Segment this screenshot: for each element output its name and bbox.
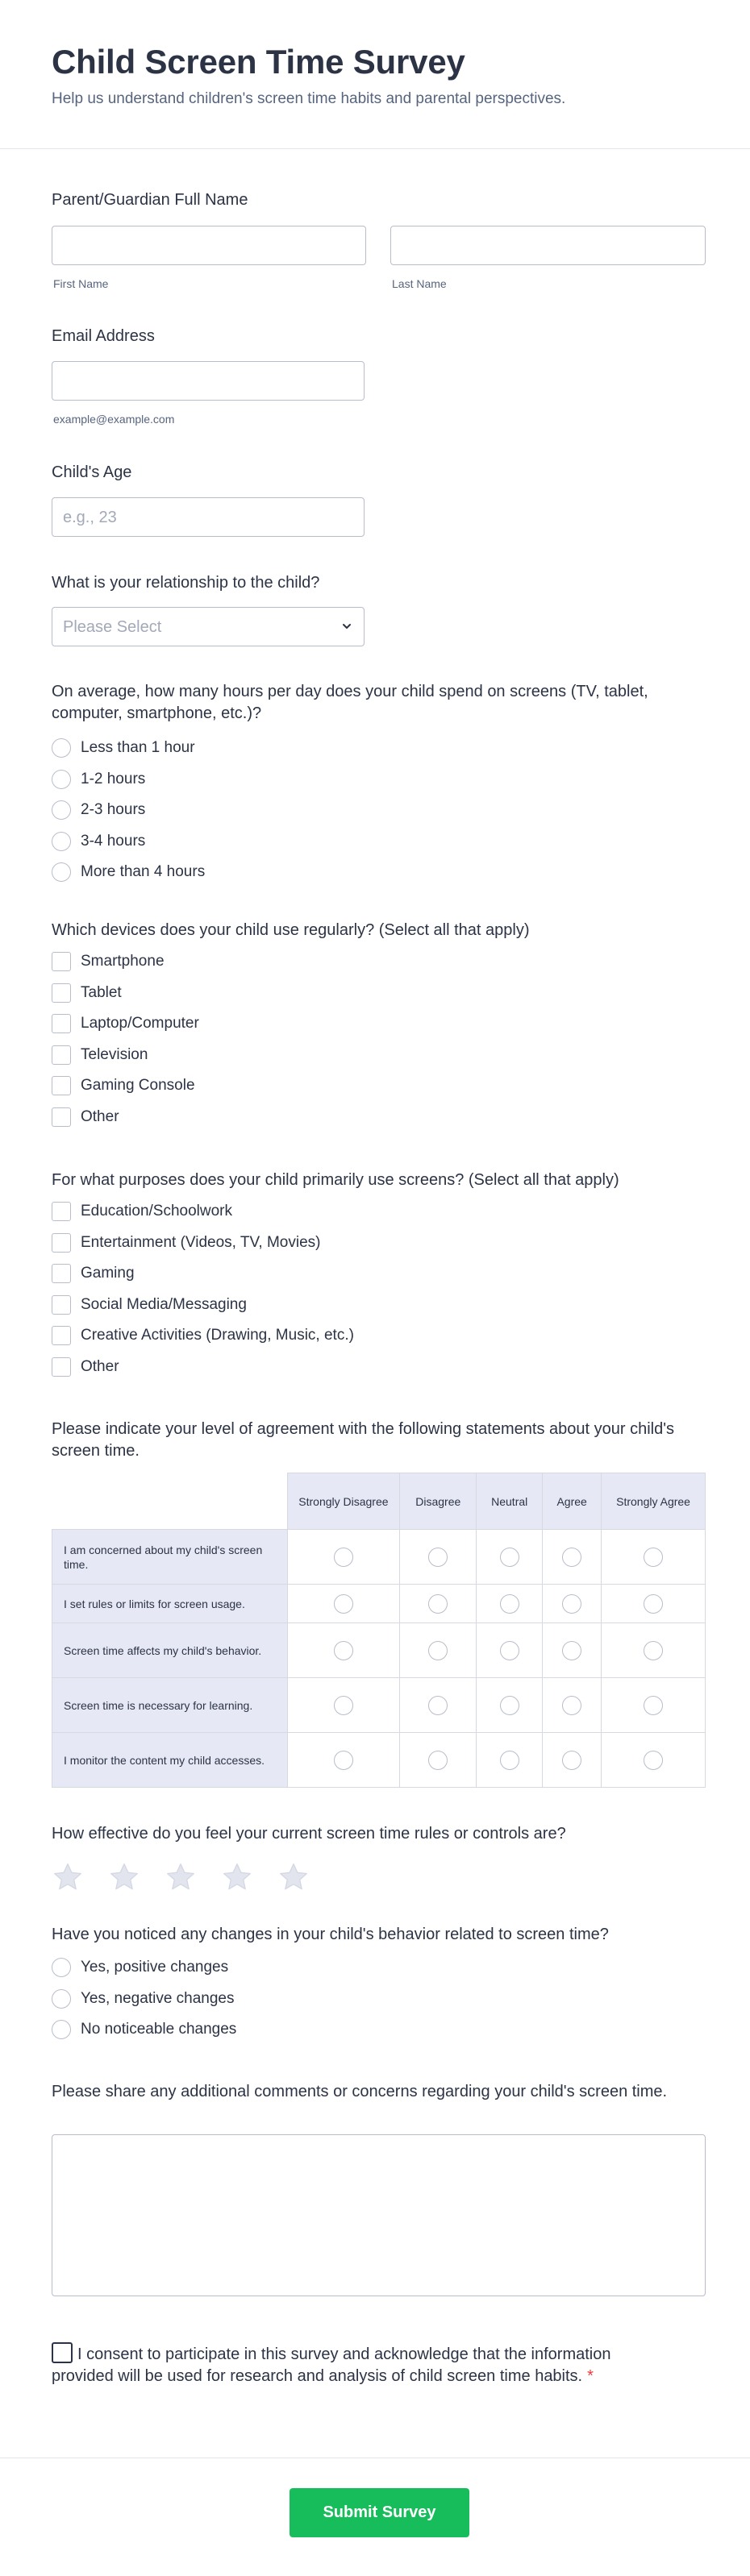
behavior-options — [52, 1952, 705, 2046]
required-marker: * — [587, 2367, 594, 2385]
checkbox[interactable] — [52, 1076, 71, 1095]
consent-checkbox[interactable] — [52, 2342, 73, 2363]
matrix-radio[interactable] — [334, 1641, 353, 1660]
form-header — [0, 0, 750, 149]
matrix-column-header: Disagree — [400, 1473, 477, 1530]
radio-option-label: Yes, positive changes — [81, 1959, 229, 1976]
screen-hours-field — [52, 681, 697, 888]
checkbox[interactable] — [52, 983, 71, 1003]
radio-option-label: 1-2 hours — [81, 770, 146, 787]
radio-option[interactable] — [52, 1984, 705, 2015]
checkbox-option[interactable] — [52, 978, 705, 1009]
matrix-radio[interactable] — [334, 1751, 353, 1770]
star-icon[interactable] — [277, 1861, 310, 1893]
radio-option-label: More than 4 hours — [81, 863, 206, 881]
matrix-radio[interactable] — [500, 1751, 519, 1770]
matrix-cell[interactable] — [477, 1678, 543, 1733]
checkbox-option[interactable] — [52, 1290, 705, 1321]
page-title: Child Screen Time Survey — [52, 43, 465, 81]
checkbox-option[interactable] — [52, 1352, 705, 1383]
star-icon[interactable] — [52, 1861, 84, 1893]
radio-option-label: Yes, negative changes — [81, 1989, 235, 2007]
matrix-radio[interactable] — [644, 1594, 663, 1614]
matrix-cell[interactable] — [543, 1733, 602, 1788]
first-name-input[interactable] — [52, 226, 366, 265]
rating-field — [52, 1823, 705, 1893]
checkbox[interactable] — [52, 1202, 71, 1221]
matrix-radio[interactable] — [562, 1594, 581, 1614]
matrix-radio[interactable] — [500, 1594, 519, 1614]
purposes-label: For what purposes does your child primarily use screens? (Select all that apply) — [52, 1171, 619, 1189]
chevron-down-icon — [341, 621, 352, 632]
checkbox[interactable] — [52, 1233, 71, 1253]
relationship-label: What is your relationship to the child? — [52, 574, 320, 592]
matrix-radio[interactable] — [334, 1548, 353, 1567]
matrix-cell[interactable] — [543, 1530, 602, 1585]
star-icon[interactable] — [221, 1861, 253, 1893]
checkbox[interactable] — [52, 1326, 71, 1345]
checkbox-option-label: Education/Schoolwork — [81, 1203, 232, 1220]
email-input[interactable] — [52, 361, 365, 401]
matrix-row — [52, 1530, 706, 1585]
matrix-row — [52, 1585, 706, 1623]
matrix-cell[interactable] — [400, 1678, 477, 1733]
email-field — [52, 326, 705, 347]
radio-option[interactable] — [52, 2014, 705, 2046]
radio-option-label: 2-3 hours — [81, 801, 146, 819]
screen-hours-options — [52, 733, 697, 888]
checkbox-option[interactable] — [52, 1102, 705, 1133]
submit-button[interactable]: Submit Survey — [290, 2488, 469, 2537]
radio-option[interactable] — [52, 795, 697, 826]
checkbox-option[interactable] — [52, 1258, 705, 1290]
purposes-options — [52, 1196, 705, 1382]
matrix-radio[interactable] — [562, 1548, 581, 1567]
checkbox-option-label: Entertainment (Videos, TV, Movies) — [81, 1233, 321, 1251]
checkbox-option[interactable] — [52, 1070, 705, 1102]
matrix-cell[interactable] — [543, 1678, 602, 1733]
radio-button[interactable] — [52, 770, 71, 789]
checkbox-option-label: Tablet — [81, 983, 122, 1001]
checkbox[interactable] — [52, 1107, 71, 1127]
matrix-radio[interactable] — [334, 1696, 353, 1715]
checkbox-option[interactable] — [52, 946, 705, 978]
page-subtitle: Help us understand children's screen time habits and parental perspectives. — [52, 90, 566, 107]
checkbox-option-label: Social Media/Messaging — [81, 1295, 247, 1313]
comments-label: Please share any additional comments or concerns regarding your child's screen time. — [52, 2083, 668, 2100]
agreement-matrix — [52, 1473, 706, 1788]
matrix-row-label: I am concerned about my child's screen time. — [52, 1530, 288, 1585]
matrix-radio[interactable] — [334, 1594, 353, 1614]
matrix-row — [52, 1678, 706, 1733]
radio-button[interactable] — [52, 1989, 71, 2009]
relationship-field — [52, 572, 705, 594]
radio-option[interactable] — [52, 1952, 705, 1984]
checkbox-option[interactable] — [52, 1228, 705, 1259]
radio-button[interactable] — [52, 862, 71, 882]
matrix-radio[interactable] — [500, 1548, 519, 1567]
matrix-radio[interactable] — [428, 1594, 448, 1614]
devices-label: Which devices does your child use regularly? (Select all that apply) — [52, 921, 530, 939]
relationship-select[interactable] — [52, 607, 365, 646]
child-age-placeholder: e.g., 23 — [63, 509, 117, 526]
radio-option-label: Less than 1 hour — [81, 739, 195, 757]
full-name-field — [52, 189, 705, 211]
checkbox-option-label: Television — [81, 1045, 148, 1063]
radio-option-label: No noticeable changes — [81, 2021, 237, 2038]
matrix-cell[interactable] — [602, 1733, 706, 1788]
checkbox-option[interactable] — [52, 1040, 705, 1071]
matrix-radio[interactable] — [428, 1751, 448, 1770]
radio-button[interactable] — [52, 1958, 71, 1977]
matrix-column-header: Strongly Disagree — [287, 1473, 400, 1530]
radio-option[interactable] — [52, 826, 697, 858]
checkbox[interactable] — [52, 1014, 71, 1033]
agreement-matrix-field — [52, 1419, 681, 1462]
matrix-cell[interactable] — [477, 1585, 543, 1623]
matrix-radio[interactable] — [428, 1641, 448, 1660]
relationship-placeholder: Please Select — [63, 618, 162, 636]
last-name-sublabel: Last Name — [392, 277, 447, 290]
checkbox[interactable] — [52, 1357, 71, 1377]
matrix-radio[interactable] — [644, 1751, 663, 1770]
matrix-cell[interactable] — [400, 1733, 477, 1788]
matrix-row-label: I monitor the content my child accesses. — [52, 1733, 288, 1788]
matrix-cell[interactable] — [400, 1530, 477, 1585]
comments-field — [52, 2081, 681, 2103]
matrix-radio[interactable] — [644, 1548, 663, 1567]
checkbox-option-label: Gaming Console — [81, 1077, 195, 1095]
radio-option-label: 3-4 hours — [81, 832, 146, 850]
matrix-cell[interactable] — [602, 1678, 706, 1733]
checkbox[interactable] — [52, 1295, 71, 1315]
first-name-sublabel: First Name — [53, 277, 109, 290]
devices-options — [52, 946, 705, 1132]
matrix-radio[interactable] — [562, 1751, 581, 1770]
checkbox-option[interactable] — [52, 1008, 705, 1040]
screen-hours-label: On average, how many hours per day does your child spend on screens (TV, tablet, computer, smartphone, etc.)? — [52, 683, 648, 722]
child-age-label: Child's Age — [52, 463, 132, 481]
checkbox-option-label: Gaming — [81, 1265, 135, 1282]
matrix-corner — [52, 1473, 288, 1530]
star-icon[interactable] — [165, 1861, 197, 1893]
form-footer — [0, 2458, 750, 2576]
checkbox-option-label: Laptop/Computer — [81, 1015, 199, 1032]
behavior-field — [52, 1924, 705, 2046]
comments-textarea[interactable] — [52, 2134, 706, 2296]
star-rating — [52, 1861, 705, 1893]
matrix-cell[interactable] — [400, 1585, 477, 1623]
agreement-matrix-label: Please indicate your level of agreement with the following statements about your child's screen time. — [52, 1420, 675, 1460]
matrix-row — [52, 1733, 706, 1788]
radio-button[interactable] — [52, 800, 71, 820]
email-sublabel: example@example.com — [53, 413, 175, 426]
matrix-cell[interactable] — [287, 1530, 400, 1585]
child-age-field — [52, 462, 705, 484]
radio-option[interactable] — [52, 733, 697, 764]
checkbox-option[interactable] — [52, 1196, 705, 1228]
purposes-field — [52, 1170, 705, 1382]
checkbox[interactable] — [52, 952, 71, 971]
star-icon[interactable] — [108, 1861, 140, 1893]
matrix-cell[interactable] — [477, 1733, 543, 1788]
checkbox-option-label: Other — [81, 1357, 119, 1375]
consent-field — [52, 2342, 632, 2387]
matrix-cell[interactable] — [543, 1623, 602, 1678]
matrix-column-header: Neutral — [477, 1473, 543, 1530]
matrix-cell[interactable] — [287, 1733, 400, 1788]
matrix-cell[interactable] — [287, 1623, 400, 1678]
radio-option[interactable] — [52, 857, 697, 888]
rating-label: How effective do you feel your current screen time rules or controls are? — [52, 1825, 566, 1843]
behavior-label: Have you noticed any changes in your child's behavior related to screen time? — [52, 1926, 609, 1943]
child-age-input[interactable] — [52, 497, 365, 537]
full-name-label: Parent/Guardian Full Name — [52, 191, 248, 209]
devices-field — [52, 920, 705, 1132]
checkbox-option[interactable] — [52, 1320, 705, 1352]
matrix-radio[interactable] — [428, 1696, 448, 1715]
matrix-column-header: Agree — [543, 1473, 602, 1530]
consent-text: I consent to participate in this survey and acknowledge that the information provided will be used for research and analysis of child screen time habits. — [52, 2345, 611, 2385]
matrix-cell[interactable] — [602, 1623, 706, 1678]
matrix-cell[interactable] — [543, 1585, 602, 1623]
matrix-row — [52, 1623, 706, 1678]
matrix-radio[interactable] — [500, 1641, 519, 1660]
matrix-row-label: Screen time affects my child's behavior. — [52, 1623, 288, 1678]
checkbox-option-label: Smartphone — [81, 953, 165, 970]
email-label: Email Address — [52, 327, 155, 345]
matrix-cell[interactable] — [477, 1623, 543, 1678]
checkbox-option-label: Other — [81, 1107, 119, 1125]
matrix-radio[interactable] — [562, 1696, 581, 1715]
matrix-radio[interactable] — [644, 1696, 663, 1715]
matrix-column-header: Strongly Agree — [602, 1473, 706, 1530]
radio-button[interactable] — [52, 2020, 71, 2039]
radio-button[interactable] — [52, 832, 71, 851]
last-name-input[interactable] — [390, 226, 706, 265]
matrix-row-label: I set rules or limits for screen usage. — [52, 1585, 288, 1623]
matrix-cell[interactable] — [287, 1678, 400, 1733]
matrix-cell[interactable] — [400, 1623, 477, 1678]
matrix-radio[interactable] — [644, 1641, 663, 1660]
matrix-cell[interactable] — [287, 1585, 400, 1623]
matrix-cell[interactable] — [602, 1530, 706, 1585]
radio-option[interactable] — [52, 764, 697, 796]
matrix-radio[interactable] — [562, 1641, 581, 1660]
checkbox[interactable] — [52, 1264, 71, 1283]
matrix-cell[interactable] — [602, 1585, 706, 1623]
matrix-cell[interactable] — [477, 1530, 543, 1585]
radio-button[interactable] — [52, 738, 71, 758]
matrix-row-label: Screen time is necessary for learning. — [52, 1678, 288, 1733]
matrix-radio[interactable] — [428, 1548, 448, 1567]
matrix-radio[interactable] — [500, 1696, 519, 1715]
checkbox[interactable] — [52, 1045, 71, 1065]
checkbox-option-label: Creative Activities (Drawing, Music, etc.) — [81, 1327, 354, 1344]
